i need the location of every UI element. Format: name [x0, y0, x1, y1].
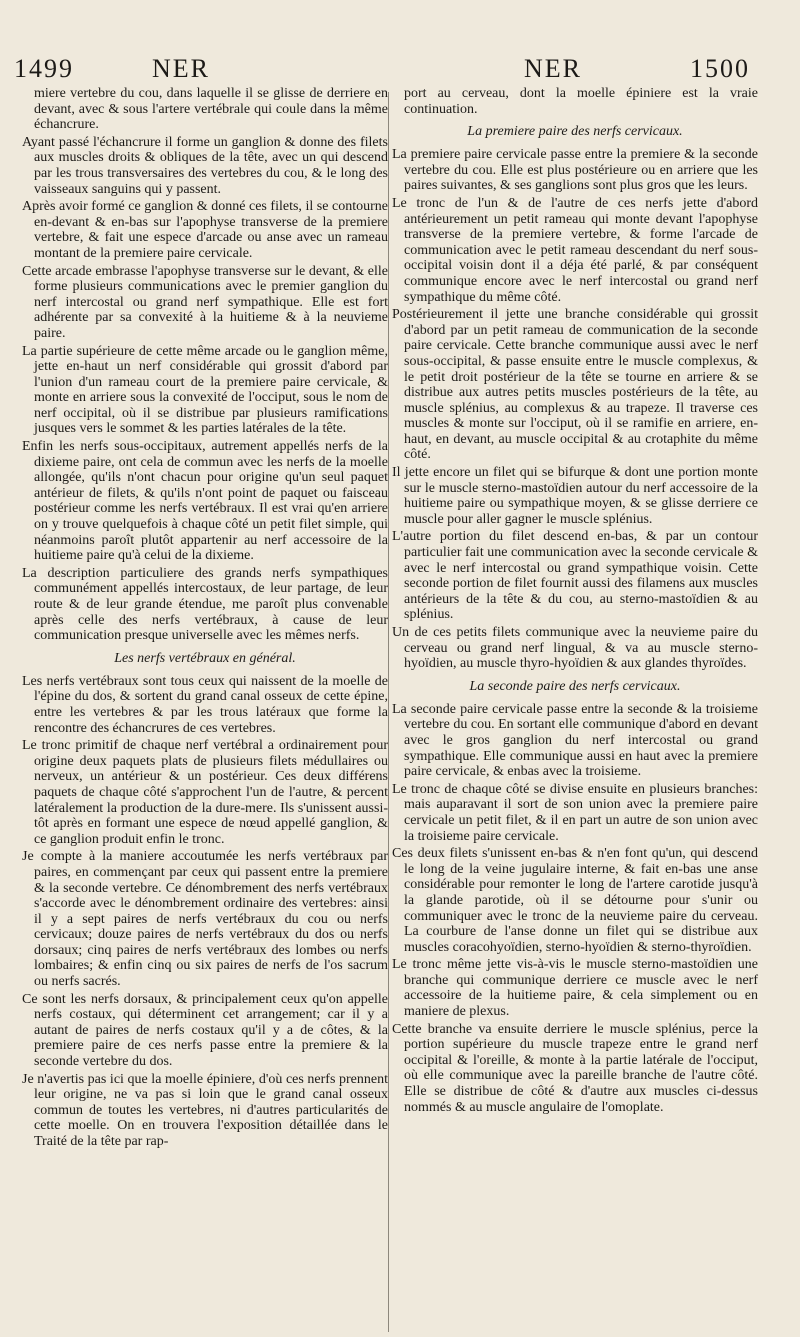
- paragraph: Le tronc de l'un & de l'autre de ces nerfs jette d'abord antérieurement un petit rameau qui monte devant l'apophyse transverse de la premiere vertebre, & forme l'arcade de communication avec le petit rameau descendant du nerf sous-occipital voisin dont il a déja été parlé, & par conséquent communique encore avec le nerf intercostal ou grand nerf sympathique du même côté.: [392, 195, 758, 305]
- paragraph: Ce sont les nerfs dorsaux, & principalement ceux qu'on appelle nerfs costaux, qui déterminent cet arrangement; car il y a autant de paires de nerfs costaux qu'il y a de côtes, & la premiere paire de ces nerfs passe entre la premiere & la seconde vertebre du dos.: [22, 991, 388, 1070]
- paragraph: Ces deux filets s'unissent en-bas & n'en font qu'un, qui descend le long de la veine jugulaire interne, & fait en-bas une anse considérable pour remonter le long de l'artere carotide jusqu'à la glande parotide, où il se détourne pour s'unir ou communiquer avec le tronc de la neuvieme paire du cerveau. La courbure de l'anse donne un filet qui se distribue aux muscles coracohyoïdien, sterno-hyoïdien & sterno-thyroïdien.: [392, 846, 758, 955]
- paragraph: Les nerfs vertébraux sont tous ceux qui naissent de la moelle de l'épine du dos, & sortent du grand canal osseux de cette épine, entre les vertebres & par les trous latéraux que forme la rencontre des échancrures de ces vertebres.: [22, 673, 388, 736]
- paragraph: La premiere paire cervicale passe entre la premiere & la seconde vertebre du cou. Elle est plus postérieure ou en arriere que les paires suivantes, & ses ganglions sont plus gros que les leurs.: [392, 147, 758, 194]
- paragraph: Enfin les nerfs sous-occipitaux, autrement appellés nerfs de la dixieme paire, ont cela de commun avec les nerfs de la moelle allongée, qu'ils n'ont chacun pour origine qu'un seul paquet antérieur de filets, & qu'ils n'ont point de paquet ou faisceau postérieur comme les nerfs vertébraux. Il est vrai qu'en arriere on y trouve quelquefois à chaque côté un petit filet simple, qui néanmoins paroît plutôt appartenir au nerf accessoire de la huitieme paire qu'à celui de la dixieme.: [22, 439, 388, 564]
- left-column: [22, 86, 388, 1152]
- running-title-left: NER: [152, 54, 210, 83]
- paragraph: L'autre portion du filet descend en-bas, & par un contour particulier fait une communication avec la seconde cervicale & avec le nerf intercostal ou grand sympathique voisin. Cette seconde portion de filet fournit aussi des filamens aux muscles antérieurs de la tête & du cou, au sterno-mastoïdien & au splénius.: [392, 529, 758, 623]
- paragraph: Postérieurement il jette une branche considérable qui grossit d'abord par un petit rameau de communication de la seconde paire cervicale. Cette branche communique aussi avec le nerf sous-occipital, & passe ensuite entre le muscle complexus, & le petit droit postérieur de la tête se tourne en arriere & se distribue aux autres petits muscles postérieurs de la tête, au muscle splénius, au complexus & au trapeze. Il traverse ces muscles & monte sur l'occiput, où il se ramifie en arriere, en-haut, en devant, au muscle occipital & au crotaphite du même côté.: [392, 307, 758, 463]
- section-heading: La seconde paire des nerfs cervicaux.: [469, 678, 681, 694]
- paragraph: Le tronc de chaque côté se divise ensuite en plusieurs branches: mais auparavant il sort de son union avec la premiere paire cervicale un petit filet, & il en part un autre de son union avec la troisieme paire cervicale.: [392, 781, 758, 844]
- paragraph: port au cerveau, dont la moelle épiniere est la vraie continuation.: [404, 86, 758, 117]
- section-heading: Les nerfs vertébraux en général.: [114, 650, 296, 666]
- right-column: [392, 86, 758, 1117]
- running-title-right: NER: [524, 54, 582, 83]
- paragraph: Cette branche va ensuite derriere le muscle splénius, perce la portion supérieure du muscle trapeze entre le grand nerf occipital & l'oreille, & monte à la partie latérale de l'occiput, où elle communique avec la pareille branche de l'autre côté. Elle se distribue de côté & d'autre aux muscles ci-dessus nommés & au muscle angulaire de l'omoplate.: [392, 1021, 758, 1115]
- paragraph: Un de ces petits filets communique avec la neuvieme paire du cerveau ou grand nerf lingual, & va au muscle sterno-hyoïdien, au muscle thyro-hyoïdien & aux glandes thyroïdes.: [392, 625, 758, 672]
- paragraph: La description particuliere des grands nerfs sympathiques communément appellés intercostaux, de leur partage, de leur route & de leur grande étendue, me paroît plus convenable après celle des nerfs vertébraux, à cause de leur communication presque universelle avec les mêmes nerfs.: [22, 565, 388, 644]
- paragraph: Je n'avertis pas ici que la moelle épiniere, d'où ces nerfs prennent leur origine, ne va pas si loin que le grand canal osseux commun de toutes les vertebres, ni d'autres particularités de cette moelle. On en trouvera l'exposition détaillée dans le Traité de la tête par rap-: [22, 1071, 388, 1149]
- page-number-right: 1500: [690, 54, 750, 83]
- paragraph: Cette arcade embrasse l'apophyse transverse sur le devant, & elle forme plusieurs communications avec le premier ganglion du nerf intercostal ou grand nerf sympathique. Elle est fort adhérente par sa convexité à la huitieme & à la neuvieme paire.: [22, 263, 388, 341]
- paragraph: La seconde paire cervicale passe entre la seconde & la troisieme vertebre du cou. En sortant elle communique d'abord en devant avec le gros ganglion du nerf intercostal ou grand sympathique. Elle communique aussi en haut avec la premiere paire cervicale, & enbas avec la troisieme.: [392, 701, 758, 780]
- page-number-left: 1499: [14, 54, 74, 83]
- paragraph: Il jette encore un filet qui se bifurque & dont une portion monte sur le muscle sterno-mastoïdien autour du nerf accessoire de la huitieme paire ou sympathique moyen, & se glisse derriere ce muscle pour aller gagner le muscle splénius.: [392, 465, 758, 527]
- paragraph: miere vertebre du cou, dans laquelle il se glisse de derriere en devant, avec & sous l'artere vertébrale qui coule dans la même échancrure.: [34, 86, 388, 133]
- section-heading: La premiere paire des nerfs cervicaux.: [467, 124, 683, 140]
- paragraph: Le tronc primitif de chaque nerf vertébral a ordinairement pour origine deux paquets plats de plusieurs filets médullaires ou nerveux, un antérieur & un postérieur. Ces deux différens paquets de chaque côté s'approchent l'un de l'autre, & percent latéralement la production de la dure-mere. Ils s'unissent aussi-tôt après en formant une espece de nœud appellé ganglion, & ce ganglion produit enfin le tronc.: [22, 738, 388, 847]
- paragraph: Je compte à la maniere accoutumée les nerfs vertébraux par paires, en commençant par ceux qui passent entre la premiere & la seconde vertebre. Ce dénombrement des nerfs vertébraux s'accorde avec le dénombrement ordinaire des vertebres: ainsi il y a sept paires de nerfs vertébraux du cou ou nerfs cervicaux; douze paires de nerfs vertébraux du dos ou nerfs dorsaux; cinq paires de nerfs vertébraux des lombes ou nerfs lombaires; & enfin cinq ou six paires de nerfs de l'os sacrum ou nerfs sacrés.: [22, 849, 388, 990]
- paragraph: Ayant passé l'échancrure il forme un ganglion & donne des filets aux muscles droits & obliques de la tête, avec un qui descend par les trous transversaires des vertebres du cou, & le long des vaisseaux sanguins qui y passent.: [22, 134, 388, 197]
- paragraph: La partie supérieure de cette même arcade ou le ganglion même, jette en-haut un nerf considérable qui grossit d'abord par l'union d'un rameau court de la premiere paire cervicale, & monte en arriere sous la convexité de l'occiput, sous le nom de nerf occipital, où il se distribue par plusieurs ramifications jusques vers le sommet & les parties latérales de la tête.: [22, 343, 388, 437]
- paragraph: Après avoir formé ce ganglion & donné ces filets, il se contourne en-devant & en-bas sur l'apophyse transverse de la premiere vertebre, & fait une espece d'arcade ou anse avec un rameau montant de la premiere paire cervicale.: [22, 199, 388, 261]
- paragraph: Le tronc même jette vis-à-vis le muscle sterno-mastoïdien une branche qui communique derriere ce muscle avec le nerf accessoire de la huitieme paire, & cela simplement ou en maniere de plexus.: [392, 957, 758, 1020]
- column-divider: [388, 92, 389, 1332]
